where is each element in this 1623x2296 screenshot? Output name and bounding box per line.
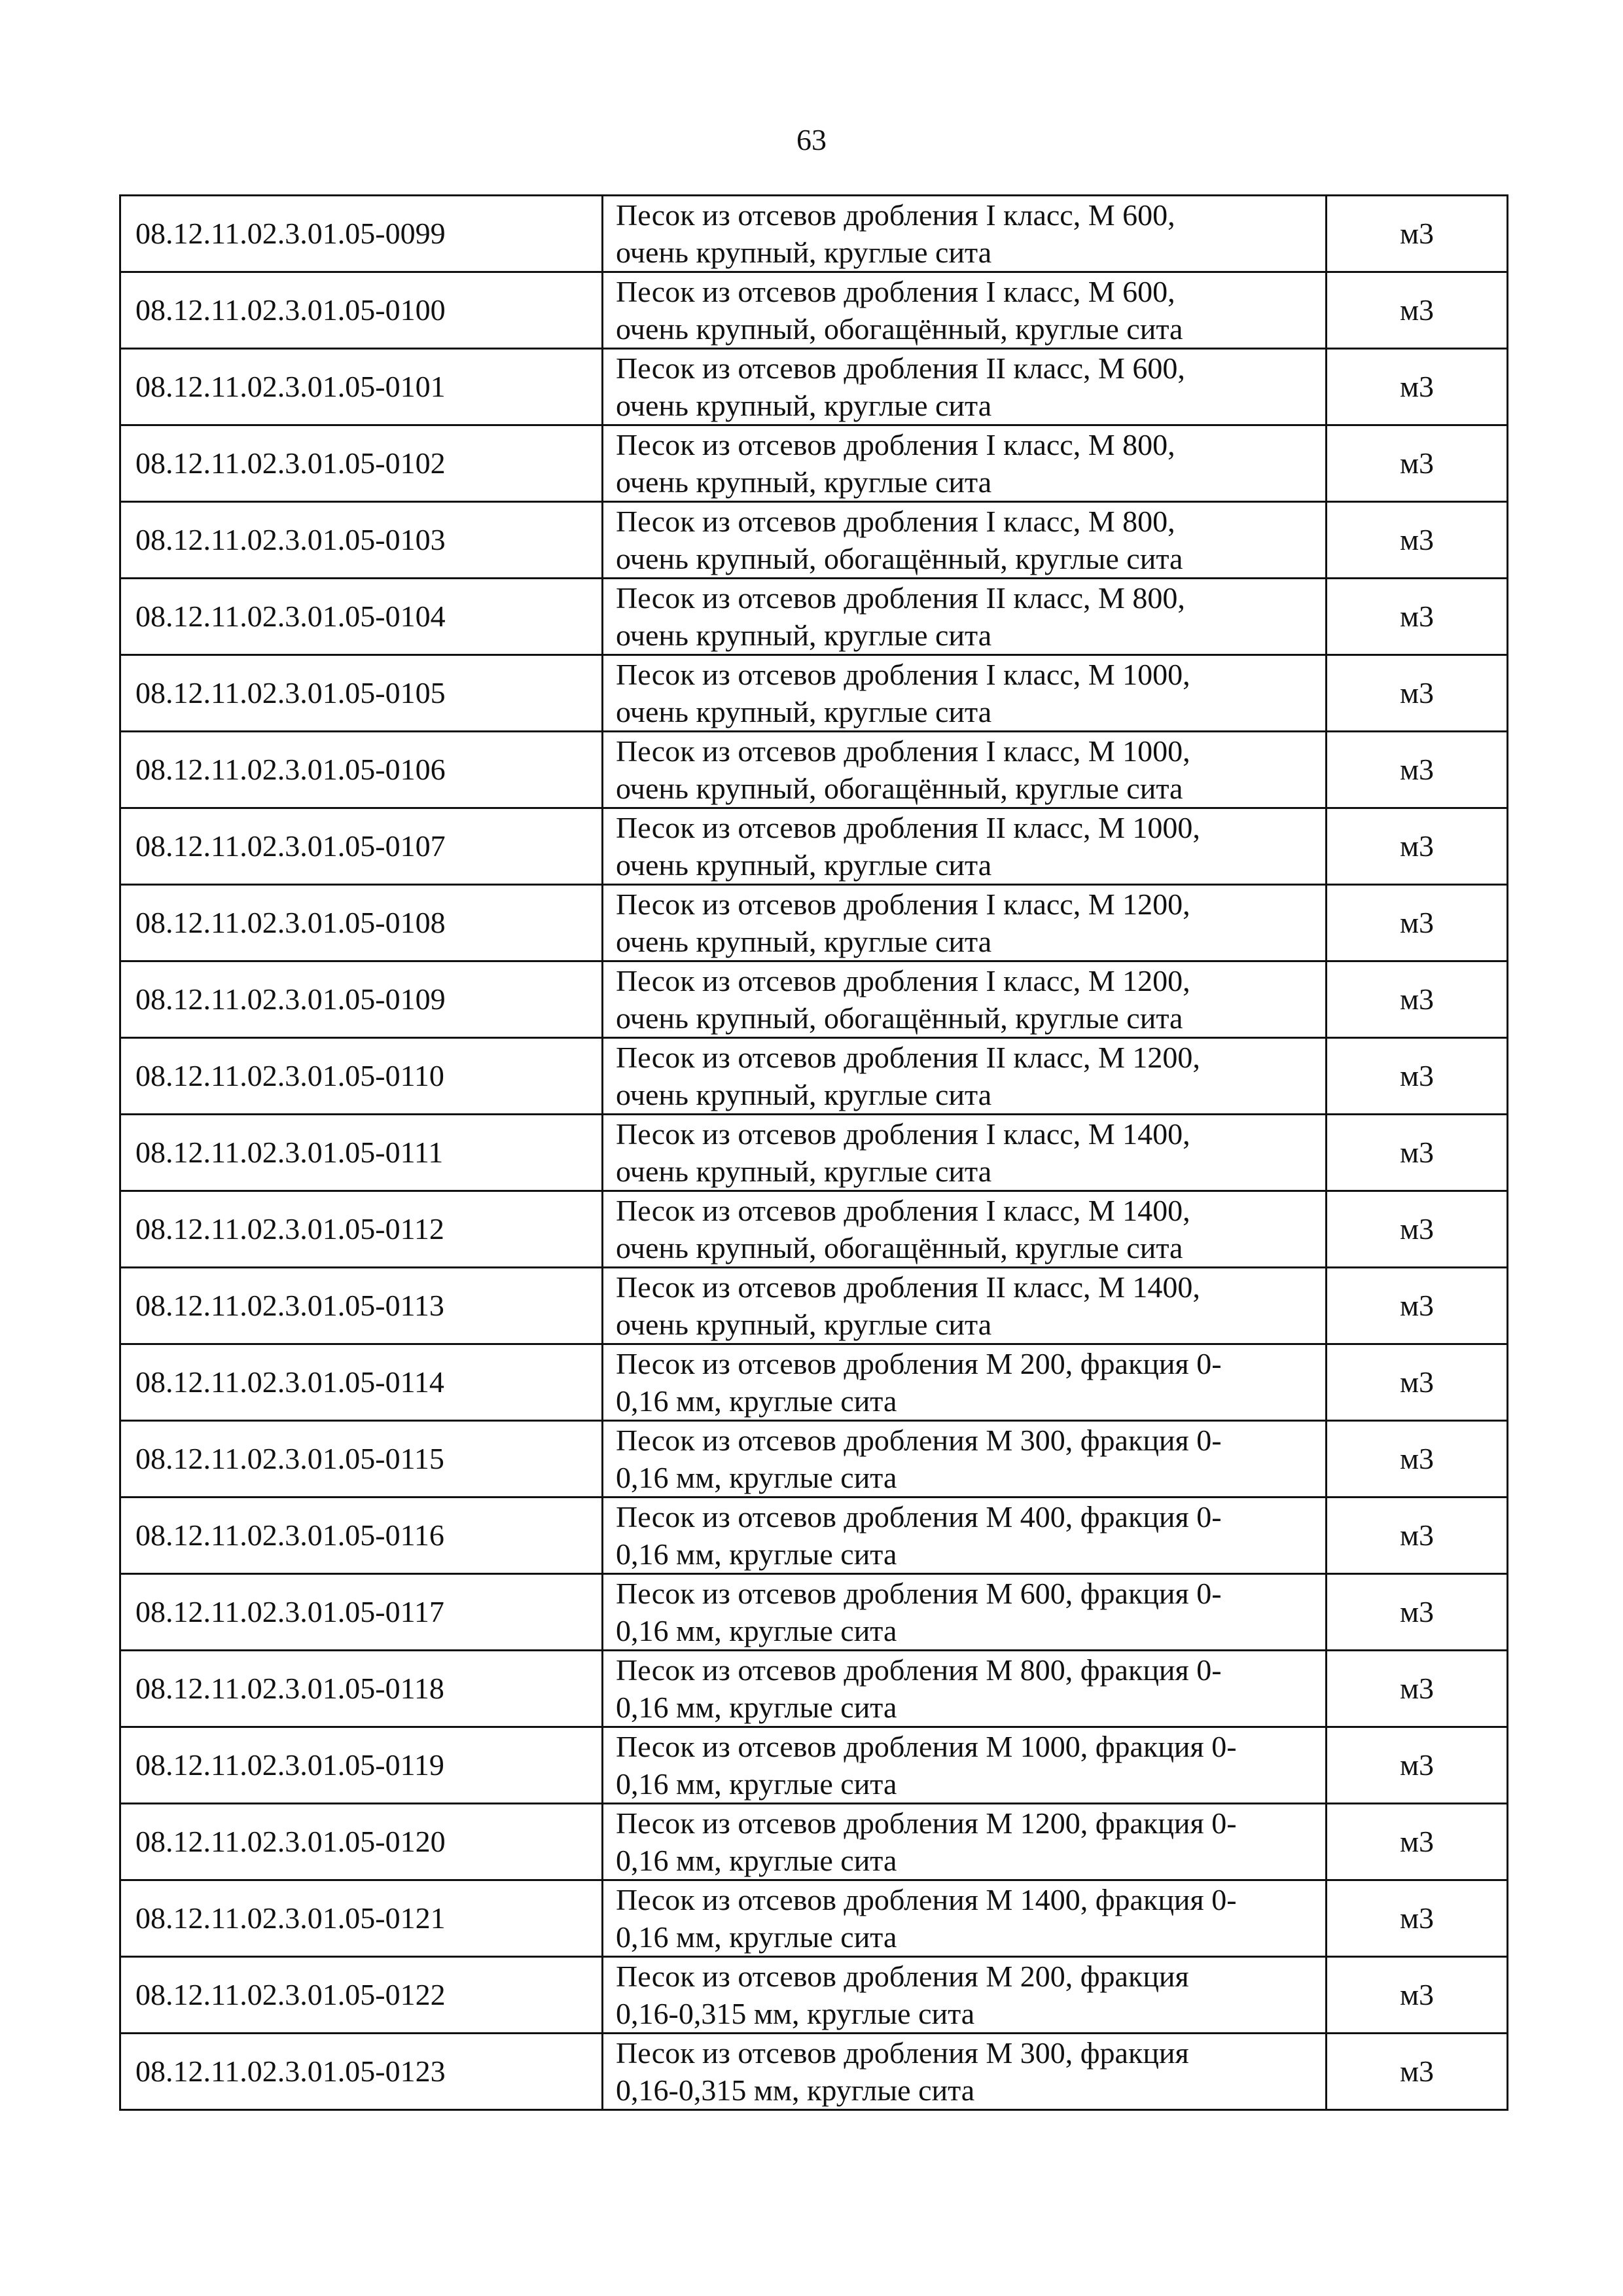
materials-table [119,194,1508,2111]
resource-code-cell: 08.12.11.02.3.01.05-0120 [120,1804,603,1880]
resource-name-line: Песок из отсевов дробления М 200, фракция 0- [616,1347,1222,1380]
resource-code-cell: 08.12.11.02.3.01.05-0121 [120,1880,603,1957]
table-row [120,808,1508,885]
resource-code-cell: 08.12.11.02.3.01.05-0113 [120,1268,603,1344]
resource-name-line: 0,16 мм, круглые сита [616,1537,897,1571]
resource-name-line: 0,16-0,315 мм, круглые сита [616,2073,975,2107]
table-row [120,655,1508,732]
resource-code-cell: 08.12.11.02.3.01.05-0119 [120,1727,603,1804]
table-row [120,1115,1508,1191]
resource-code-cell: 08.12.11.02.3.01.05-0122 [120,1957,603,2034]
unit-cell: м3 [1327,1498,1508,1574]
resource-code-cell: 08.12.11.02.3.01.05-0106 [120,732,603,808]
resource-code-cell: 08.12.11.02.3.01.05-0102 [120,425,603,502]
unit-cell: м3 [1327,961,1508,1038]
resource-name-line: очень крупный, круглые сита [616,619,992,652]
unit-cell: м3 [1327,1115,1508,1191]
resource-name-line: Песок из отсевов дробления I класс, М 1200, [616,964,1190,997]
resource-name-cell [603,885,1327,961]
resource-name-line: 0,16 мм, круглые сита [616,1691,897,1724]
unit-cell: м3 [1327,579,1508,655]
resource-code-cell: 08.12.11.02.3.01.05-0111 [120,1115,603,1191]
table-row [120,349,1508,425]
table-row [120,1727,1508,1804]
unit-cell: м3 [1327,1268,1508,1344]
resource-code-cell: 08.12.11.02.3.01.05-0109 [120,961,603,1038]
resource-name-line: очень крупный, обогащённый, круглые сита [616,772,1183,805]
resource-code-cell: 08.12.11.02.3.01.05-0108 [120,885,603,961]
table-row [120,1498,1508,1574]
table-row [120,1957,1508,2034]
unit-cell: м3 [1327,1957,1508,2034]
table-row [120,1804,1508,1880]
resource-name-cell [603,1804,1327,1880]
resource-name-line: 0,16 мм, круглые сита [616,1844,897,1877]
resource-name-line: Песок из отсевов дробления II класс, М 800, [616,581,1185,615]
resource-code-cell: 08.12.11.02.3.01.05-0110 [120,1038,603,1115]
resource-code-cell: 08.12.11.02.3.01.05-0103 [120,502,603,579]
resource-name-cell [603,732,1327,808]
resource-name-cell [603,1344,1327,1421]
resource-code-cell: 08.12.11.02.3.01.05-0117 [120,1574,603,1651]
resource-code-cell: 08.12.11.02.3.01.05-0107 [120,808,603,885]
unit-cell: м3 [1327,1880,1508,1957]
resource-name-cell [603,1191,1327,1268]
resource-code-cell: 08.12.11.02.3.01.05-0104 [120,579,603,655]
table-row [120,885,1508,961]
resource-name-line: Песок из отсевов дробления I класс, М 1000, [616,734,1190,768]
resource-name-line: очень крупный, круглые сита [616,695,992,728]
resource-name-line: Песок из отсевов дробления I класс, М 600, [616,275,1175,308]
table-row [120,579,1508,655]
resource-name-line: Песок из отсевов дробления I класс, М 600, [616,198,1175,232]
resource-code-cell: 08.12.11.02.3.01.05-0118 [120,1651,603,1727]
unit-cell: м3 [1327,1651,1508,1727]
resource-code-cell: 08.12.11.02.3.01.05-0123 [120,2034,603,2110]
resource-name-line: очень крупный, круглые сита [616,925,992,958]
unit-cell: м3 [1327,732,1508,808]
resource-name-line: Песок из отсевов дробления I класс, М 800, [616,505,1175,538]
unit-cell: м3 [1327,1421,1508,1498]
table-row [120,272,1508,349]
resource-name-cell [603,1957,1327,2034]
resource-name-line: Песок из отсевов дробления II класс, М 1000, [616,811,1200,844]
resource-name-cell [603,502,1327,579]
resource-name-line: 0,16 мм, круглые сита [616,1767,897,1801]
resource-code-cell: 08.12.11.02.3.01.05-0105 [120,655,603,732]
resource-code-cell: 08.12.11.02.3.01.05-0114 [120,1344,603,1421]
table-row [120,1268,1508,1344]
table-row [120,1038,1508,1115]
unit-cell: м3 [1327,1804,1508,1880]
resource-name-cell [603,1651,1327,1727]
resource-name-line: очень крупный, круглые сита [616,389,992,422]
resource-name-cell [603,1421,1327,1498]
unit-cell: м3 [1327,502,1508,579]
unit-cell: м3 [1327,1574,1508,1651]
unit-cell: м3 [1327,655,1508,732]
resource-name-line: очень крупный, круглые сита [616,848,992,882]
resource-name-line: Песок из отсевов дробления М 600, фракция 0- [616,1577,1222,1610]
table-row [120,1574,1508,1651]
resource-name-line: очень крупный, круглые сита [616,1078,992,1111]
resource-name-line: Песок из отсевов дробления М 200, фракция [616,1960,1189,1993]
resource-name-cell [603,961,1327,1038]
resource-name-cell [603,1268,1327,1344]
resource-name-line: очень крупный, круглые сита [616,465,992,499]
materials-table-body [120,196,1508,2110]
resource-name-line: Песок из отсевов дробления II класс, М 600, [616,351,1185,385]
resource-code-cell: 08.12.11.02.3.01.05-0099 [120,196,603,272]
resource-name-cell [603,349,1327,425]
resource-name-line: Песок из отсевов дробления I класс, М 1000, [616,658,1190,691]
resource-name-cell [603,808,1327,885]
resource-name-line: Песок из отсевов дробления М 1000, фракция 0- [616,1730,1237,1763]
resource-name-line: Песок из отсевов дробления М 400, фракция 0- [616,1500,1222,1534]
table-row [120,961,1508,1038]
table-row [120,2034,1508,2110]
resource-name-line: очень крупный, обогащённый, круглые сита [616,1001,1183,1035]
resource-name-cell [603,655,1327,732]
unit-cell: м3 [1327,2034,1508,2110]
resource-code-cell: 08.12.11.02.3.01.05-0116 [120,1498,603,1574]
resource-name-line: Песок из отсевов дробления М 300, фракция [616,2036,1189,2070]
resource-name-line: очень крупный, круглые сита [616,236,992,269]
resource-code-cell: 08.12.11.02.3.01.05-0101 [120,349,603,425]
resource-name-cell [603,425,1327,502]
resource-code-cell: 08.12.11.02.3.01.05-0115 [120,1421,603,1498]
resource-name-line: 0,16 мм, круглые сита [616,1461,897,1494]
resource-name-line: очень крупный, обогащённый, круглые сита [616,1231,1183,1265]
unit-cell: м3 [1327,272,1508,349]
resource-name-cell [603,1038,1327,1115]
resource-name-line: Песок из отсевов дробления М 300, фракция 0- [616,1424,1222,1457]
unit-cell: м3 [1327,1727,1508,1804]
unit-cell: м3 [1327,196,1508,272]
resource-name-line: Песок из отсевов дробления I класс, М 1400, [616,1194,1190,1227]
resource-name-cell [603,1727,1327,1804]
table-row [120,1651,1508,1727]
resource-name-line: очень крупный, круглые сита [616,1155,992,1188]
resource-name-cell [603,272,1327,349]
resource-name-line: Песок из отсевов дробления М 1200, фракция 0- [616,1806,1237,1840]
resource-name-cell [603,1880,1327,1957]
unit-cell: м3 [1327,1191,1508,1268]
resource-name-line: 0,16 мм, круглые сита [616,1920,897,1954]
resource-name-line: Песок из отсевов дробления II класс, М 1200, [616,1041,1200,1074]
table-row [120,1344,1508,1421]
unit-cell: м3 [1327,425,1508,502]
resource-name-cell [603,1498,1327,1574]
resource-code-cell: 08.12.11.02.3.01.05-0112 [120,1191,603,1268]
resource-name-cell [603,2034,1327,2110]
table-row [120,196,1508,272]
table-row [120,1421,1508,1498]
table-row [120,732,1508,808]
table-row [120,1880,1508,1957]
resource-name-line: очень крупный, круглые сита [616,1308,992,1341]
resource-name-cell [603,1574,1327,1651]
resource-name-cell [603,579,1327,655]
resource-name-line: Песок из отсевов дробления I класс, М 1200, [616,888,1190,921]
unit-cell: м3 [1327,885,1508,961]
unit-cell: м3 [1327,1038,1508,1115]
unit-cell: м3 [1327,349,1508,425]
resource-name-line: очень крупный, обогащённый, круглые сита [616,542,1183,575]
resource-name-line: 0,16 мм, круглые сита [616,1384,897,1418]
table-row [120,502,1508,579]
resource-name-line: Песок из отсевов дробления М 800, фракция 0- [616,1653,1222,1687]
resource-name-line: Песок из отсевов дробления II класс, М 1400, [616,1270,1200,1304]
resource-code-cell: 08.12.11.02.3.01.05-0100 [120,272,603,349]
resource-name-line: 0,16-0,315 мм, круглые сита [616,1997,975,2030]
resource-name-line: очень крупный, обогащённый, круглые сита [616,312,1183,346]
unit-cell: м3 [1327,808,1508,885]
resource-name-cell [603,196,1327,272]
resource-name-line: Песок из отсевов дробления I класс, М 1400, [616,1117,1190,1151]
resource-name-cell [603,1115,1327,1191]
resource-name-line: 0,16 мм, круглые сита [616,1614,897,1647]
table-row [120,1191,1508,1268]
table-row [120,425,1508,502]
resource-name-line: Песок из отсевов дробления I класс, М 800, [616,428,1175,461]
page-number: 63 [796,123,827,156]
unit-cell: м3 [1327,1344,1508,1421]
resource-name-line: Песок из отсевов дробления М 1400, фракция 0- [616,1883,1237,1916]
